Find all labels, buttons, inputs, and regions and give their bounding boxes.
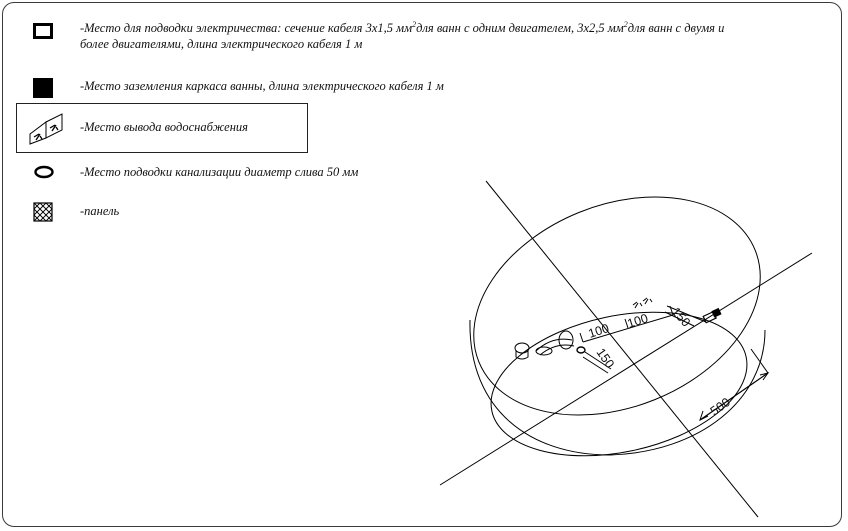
legend-grounding: -Место заземления каркаса ванны, длина электрического кабеля 1 м — [80, 79, 444, 93]
dim-500-line — [700, 373, 768, 420]
ground-symbol-tub — [712, 309, 721, 317]
axis-line-1 — [486, 181, 758, 517]
dim-label-150-lower: 150 — [593, 345, 617, 371]
fitting-left — [515, 343, 529, 353]
legend-drain: -Место подводки канализации диаметр слива 50 мм — [80, 165, 359, 179]
dim-label-100a: 100 — [586, 321, 611, 341]
tub-rim — [441, 157, 793, 456]
legend-electric-sup-b: 2 — [623, 20, 628, 29]
fitting-mid — [536, 347, 552, 355]
dim-label-150-upper: 150 — [668, 304, 694, 330]
tub-inner — [478, 290, 761, 477]
legend-panel: -панель — [80, 204, 120, 218]
drain-fitting — [577, 347, 585, 353]
legend-electric-sup-a: 2 — [412, 20, 417, 29]
tub-side — [470, 320, 765, 455]
legend-water: -Место вывода водоснабжения — [80, 120, 248, 134]
legend-electric-text-b: для ванн с одним двигателем, 3х2,5 мм — [416, 21, 624, 36]
dim-label-500: 500 — [707, 395, 733, 419]
water-symbol-tub — [633, 298, 652, 308]
axis-line-2 — [440, 253, 812, 485]
dim-label-100b: 100 — [625, 311, 650, 331]
legend-electric-text-c: для ванн с двумя и — [627, 21, 725, 36]
legend-electric-text-a: -Место для подводки электричества: сечение кабеля 3х1,5 мм — [80, 21, 413, 36]
legend-electric-line2: более двигателями, длина электрического кабеля 1 м — [80, 37, 363, 51]
